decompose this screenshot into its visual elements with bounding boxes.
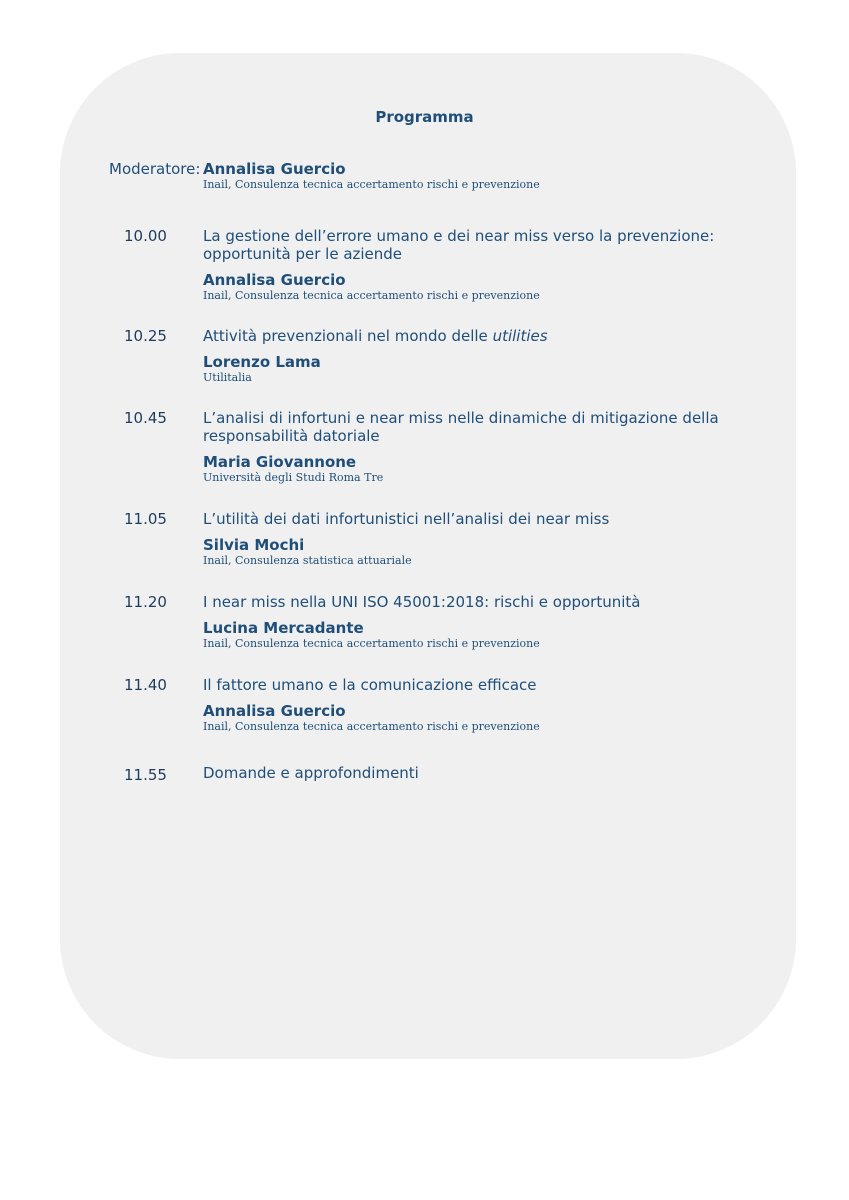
- session-title: Domande e approfondimenti: [203, 764, 419, 782]
- moderator-label: Moderatore:: [109, 160, 201, 178]
- session-title: Il fattore umano e la comunicazione efficace: [203, 676, 537, 694]
- session-affiliation: Università degli Studi Roma Tre: [203, 471, 384, 484]
- session-speaker: Maria Giovannone: [203, 453, 357, 471]
- session-affiliation: Inail, Consulenza statistica attuariale: [203, 554, 412, 567]
- session-affiliation: Inail, Consulenza tecnica accertamento rischi e prevenzione: [203, 720, 540, 733]
- session-speaker: Annalisa Guercio: [203, 271, 346, 289]
- session-time: 11.20: [124, 593, 167, 611]
- session-speaker: Lucina Mercadante: [203, 619, 364, 637]
- session-title: L’analisi di infortuni e near miss nelle dinamiche di mitigazione della responsabilità datoriale: [203, 409, 719, 445]
- session-item: [203, 676, 723, 734]
- session-time: 10.45: [124, 409, 167, 427]
- session-item: [203, 409, 723, 485]
- session-affiliation: Inail, Consulenza tecnica accertamento rischi e prevenzione: [203, 289, 540, 302]
- session-time: 11.55: [124, 766, 167, 784]
- session-speaker: Lorenzo Lama: [203, 353, 321, 371]
- session-time: 10.00: [124, 227, 167, 245]
- session-title-prefix: Attività prevenzionali nel mondo delle: [203, 327, 493, 345]
- session-speaker: Silvia Mochi: [203, 536, 305, 554]
- session-time: 11.40: [124, 676, 167, 694]
- session-item: [203, 227, 723, 303]
- moderator-name: Annalisa Guercio: [203, 160, 346, 178]
- session-title-italic: utilities: [492, 327, 548, 345]
- session-title: L’utilità dei dati infortunistici nell’analisi dei near miss: [203, 510, 610, 528]
- session-item: [203, 327, 723, 385]
- moderator-block: [203, 160, 723, 192]
- page-title: Programma: [375, 108, 474, 126]
- session-title: I near miss nella UNI ISO 45001:2018: rischi e opportunità: [203, 593, 641, 611]
- session-time: 11.05: [124, 510, 167, 528]
- moderator-affiliation: Inail, Consulenza tecnica accertamento rischi e prevenzione: [203, 178, 540, 191]
- session-item: [203, 510, 723, 568]
- session-speaker: Annalisa Guercio: [203, 702, 346, 720]
- session-title: La gestione dell’errore umano e dei near miss verso la prevenzione: opportunità per le aziende: [203, 227, 715, 263]
- session-affiliation: Inail, Consulenza tecnica accertamento rischi e prevenzione: [203, 637, 540, 650]
- session-item: [203, 593, 723, 651]
- session-time: 10.25: [124, 327, 167, 345]
- session-title: [203, 327, 723, 345]
- session-affiliation: Utilitalia: [203, 371, 252, 384]
- session-item: [203, 764, 723, 782]
